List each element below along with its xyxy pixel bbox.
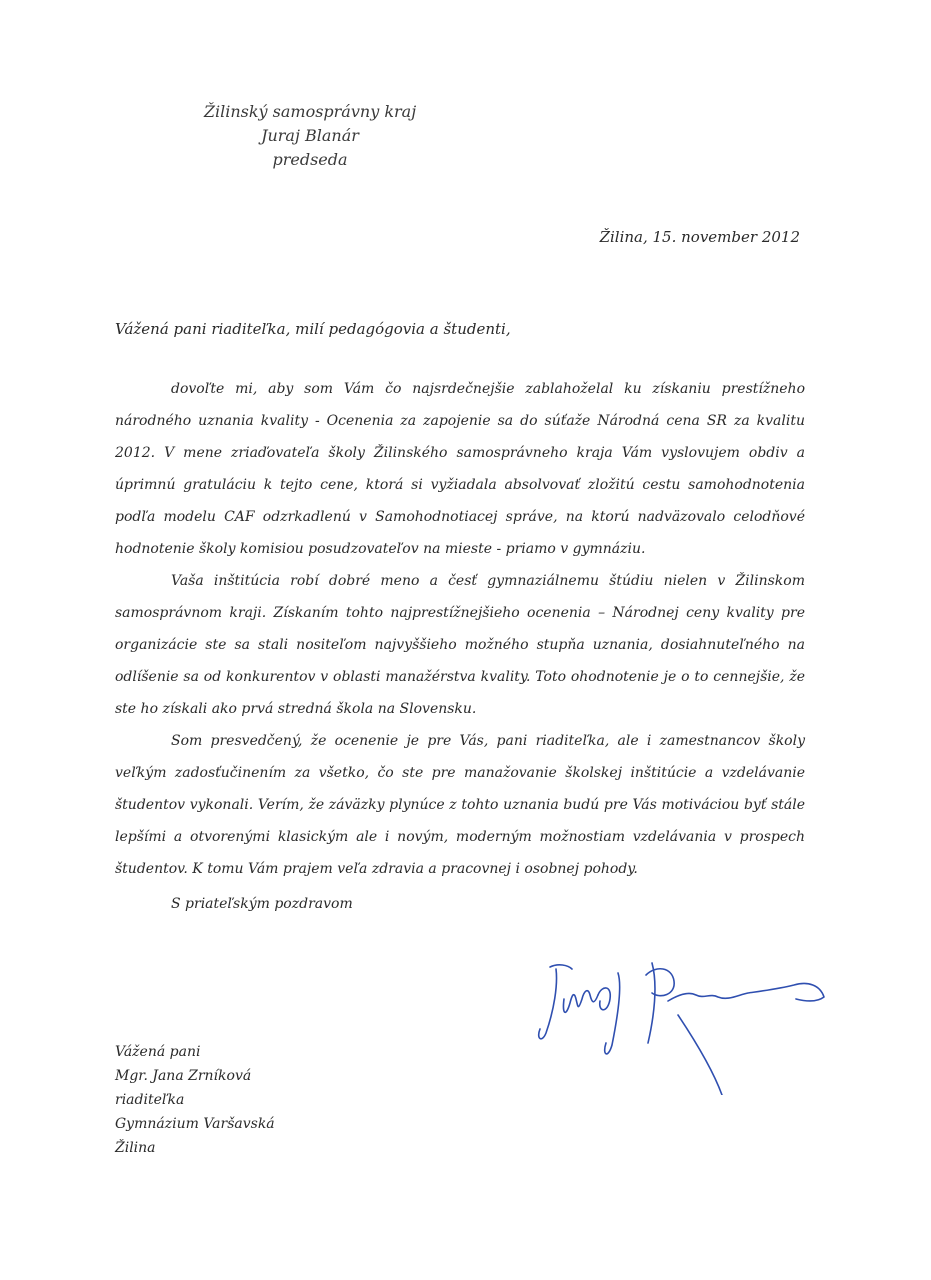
- handwritten-signature: [528, 955, 828, 1095]
- letterhead-position: predseda: [272, 150, 348, 169]
- address-line-4: Gymnázium Varšavská: [115, 1116, 275, 1132]
- letterhead: [150, 100, 470, 172]
- letter-body: [115, 373, 805, 885]
- salutation: Vážená pani riaditeľka, milí pedagógovia a študenti,: [115, 320, 511, 338]
- recipient-address: [115, 1040, 275, 1160]
- letterhead-organization: Žilinský samosprávny kraj: [203, 102, 417, 121]
- address-line-1: Vážená pani: [115, 1044, 201, 1060]
- paragraph-3: Som presvedčený, že ocenenie je pre Vás, pani riaditeľka, ale i zamestnancov školy veľkým zadosťučinením za všetko, čo ste pre manažovanie školskej inštitúcie a vzdelávanie študentov vykonali. Verím, že záväzky plynúce z tohto uznania budú pre Vás motiváciou byť stále lepšími a otvorenými klasickým ale i novým, moderným možnostiam vzdelávania v prospech študentov. K tomu Vám prajem veľa zdravia a pracovnej i osobnej pohody.: [115, 733, 805, 877]
- address-line-3: riaditeľka: [115, 1092, 185, 1108]
- address-line-5: Žilina: [115, 1140, 156, 1156]
- letter-date: Žilina, 15. november 2012: [599, 228, 800, 246]
- address-line-2: Mgr. Jana Zrníková: [115, 1068, 252, 1084]
- letterhead-name: Juraj Blanár: [261, 126, 359, 145]
- paragraph-1: dovoľte mi, aby som Vám čo najsrdečnejšie zablahoželal ku získaniu prestížneho národného uznania kvality - Ocenenia za zapojenie sa do súťaže Národná cena SR za kvalitu 2012. V mene zriaďovateľa školy Žilinského samosprávneho kraja Vám vyslovujem obdiv a úprimnú gratuláciu k tejto cene, ktorá si vyžiadala absolvovať zložitú cestu samohodnotenia podľa modelu CAF odzrkadlenú v Samohodnotiacej správe, na ktorú nadväzovalo celodňové hodnotenie školy komisiou posudzovateľov na mieste - priamo v gymnáziu.: [115, 381, 805, 557]
- paragraph-2: Vaša inštitúcia robí dobré meno a česť gymnaziálnemu štúdiu nielen v Žilinskom samosprávnom kraji. Získaním tohto najprestížnejšieho ocenenia – Národnej ceny kvality pre organizácie ste sa stali nositeľom najvyššieho možného stupňa uznania, dosiahnuteľného na odlíšenie sa od konkurentov v oblasti manažérstva kvality. Toto ohodnotenie je o to cennejšie, že ste ho získali ako prvá stredná škola na Slovensku.: [115, 573, 805, 717]
- closing-greeting: S priateľským pozdravom: [171, 896, 353, 912]
